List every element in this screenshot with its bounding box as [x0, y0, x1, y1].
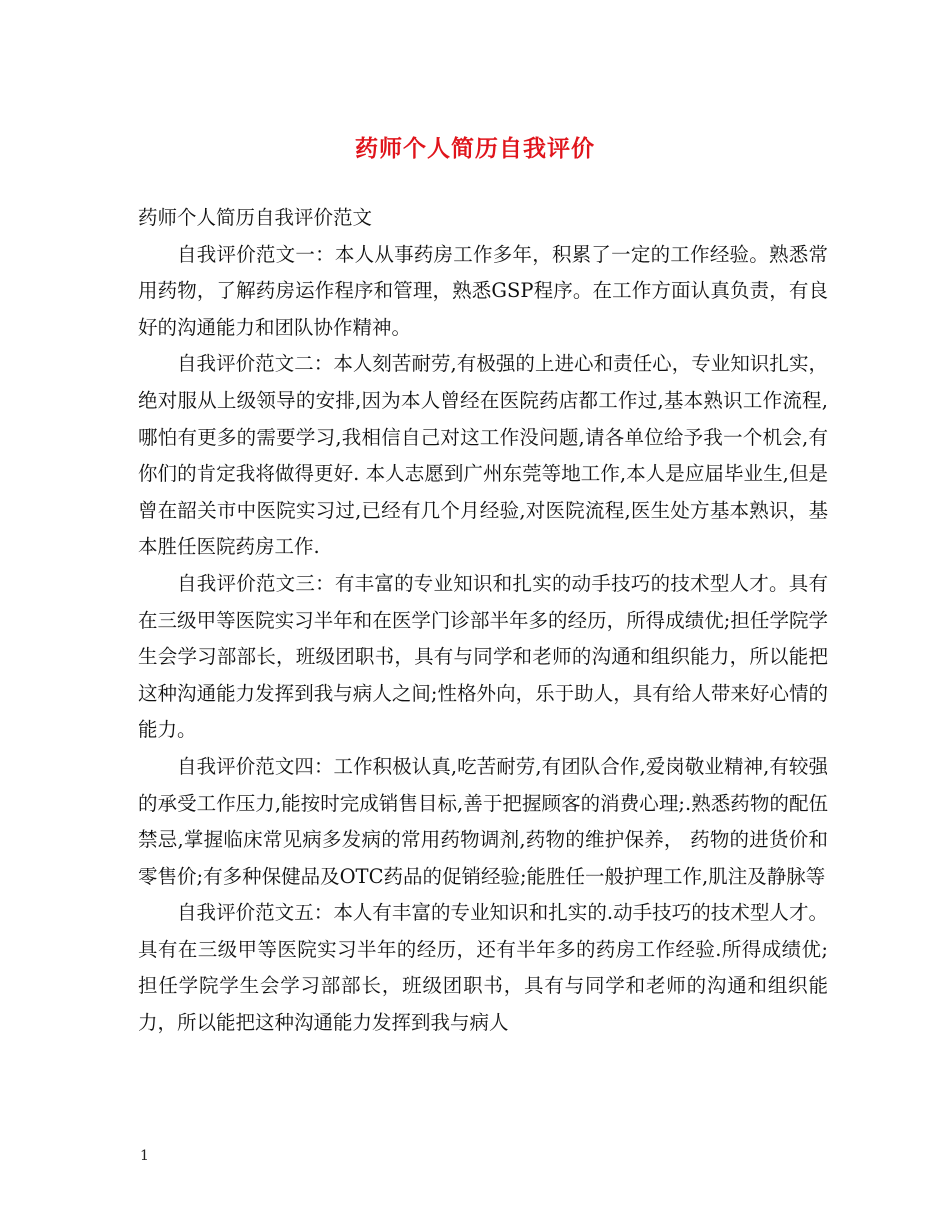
document-body: [138, 200, 828, 1042]
paragraph-sample-3: 自我评价范文三：有丰富的专业知识和扎实的动手技巧的技术型人才。具有在三级甲等医院实习半年和在医学门诊部半年多的经历，所得成绩优;担任学院学生会学习部部长，班级团职书，具有与同学和老师的沟通和组织能力，所以能把这种沟通能力发挥到我与病人之间;性格外向，乐于助人，具有给人带来好心情的能力。: [138, 571, 828, 742]
document-title: 药师个人简历自我评价: [355, 135, 595, 162]
paragraph-sample-2: 自我评价范文二：本人刻苦耐劳,有极强的上进心和责任心，专业知识扎实，绝对服从上级领导的安排,因为本人曾经在医院药店都工作过,基本熟识工作流程,哪怕有更多的需要学习,我相信自己对这工作没问题,请各单位给予我一个机会,有你们的肯定我将做得更好. 本人志愿到广州东莞等地工作,本人是应届毕业生,但是曾在韶关市中医院实习过,已经有几个月经验,对医院流程,医生处方基本熟识，基本胜任医院药房工作.: [138, 352, 828, 559]
paragraph-sample-1: 自我评价范文一：本人从事药房工作多年，积累了一定的工作经验。熟悉常用药物，了解药房运作程序和管理，熟悉GSP程序。在工作方面认真负责，有良好的沟通能力和团队协作精神。: [138, 242, 828, 339]
paragraph-sample-4: 自我评价范文四：工作积极认真,吃苦耐劳,有团队合作,爱岗敬业精神,有较强的承受工作压力,能按时完成销售目标,善于把握顾客的消费心理;.熟悉药物的配伍禁忌,掌握临床常见病多发病的常用药物调剂,药物的维护保养， 药物的进货价和零售价;有多种保健品及OTC药品的促销经验;能胜任一般护理工作,肌注及静脉等: [138, 754, 828, 888]
paragraph-sample-5: 自我评价范文五：本人有丰富的专业知识和扎实的.动手技巧的技术型人才。具有在三级甲等医院实习半年的经历，还有半年多的药房工作经验.所得成绩优;担任学院学生会学习部部长，班级团职书，具有与同学和老师的沟通和组织能力，所以能把这种沟通能力发挥到我与病人: [138, 901, 828, 1035]
page-number: 1: [140, 1148, 149, 1164]
document-subtitle: 药师个人简历自我评价范文: [138, 206, 373, 229]
